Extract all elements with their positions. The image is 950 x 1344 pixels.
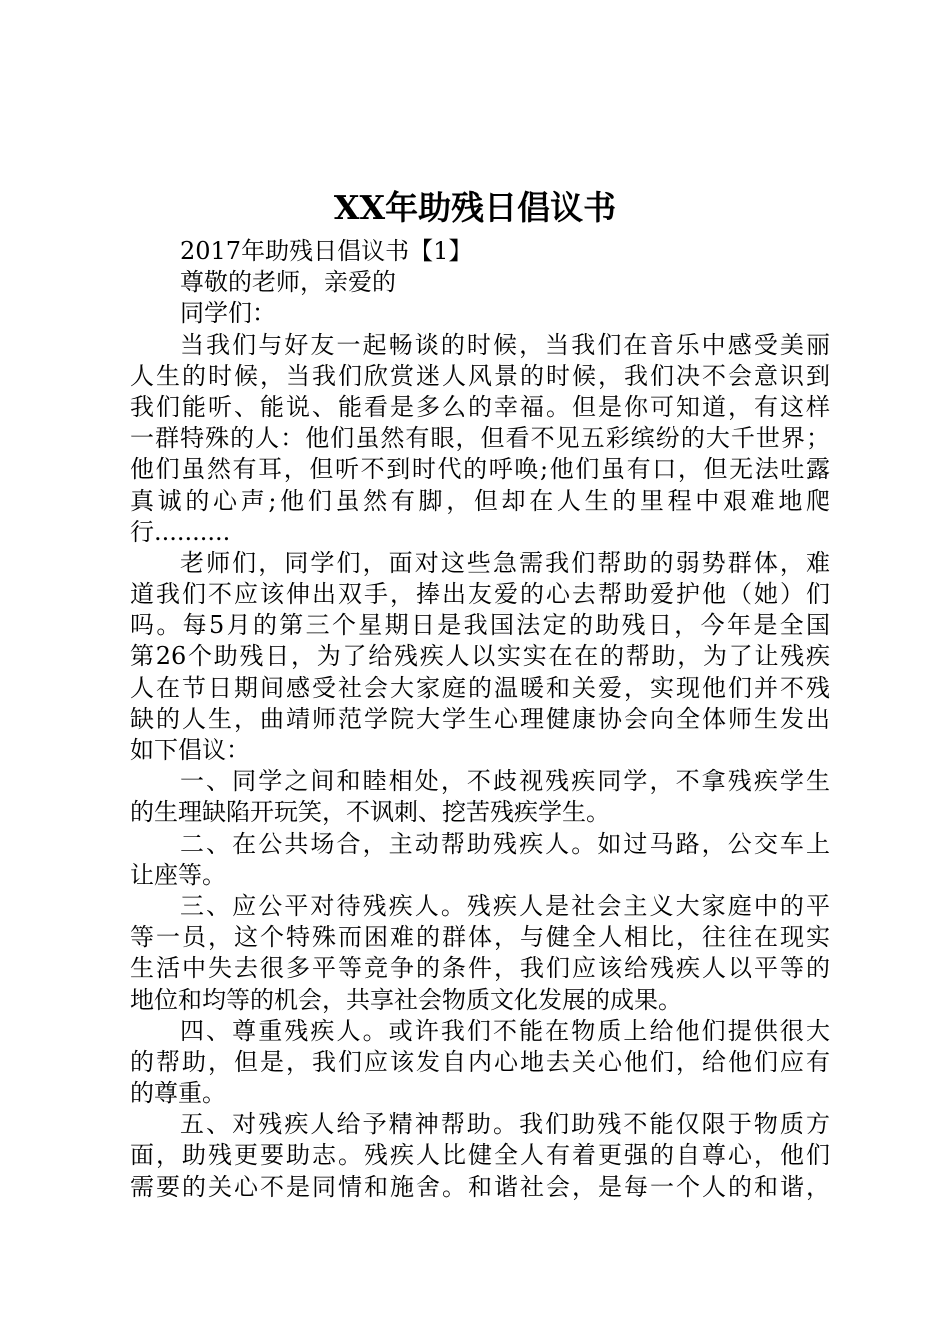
body-line: 第26个助残日，为了给残疾人以实实在在的帮助，为了让残疾 — [130, 642, 830, 671]
body-line: 四、尊重残疾人。或许我们不能在物质上给他们提供很大 — [180, 1016, 830, 1045]
body-line: 三、应公平对待残疾人。残疾人是社会主义大家庭中的平 — [180, 891, 830, 920]
body-line: 人生的时候，当我们欣赏迷人风景的时候，我们决不会意识到 — [130, 361, 830, 390]
body-line: 他们虽然有耳，但听不到时代的呼唤;他们虽有口，但无法吐露 — [130, 455, 830, 484]
body-line: 的生理缺陷开玩笑，不讽刺、挖苦残疾学生。 — [130, 798, 610, 827]
body-line: 让座等。 — [130, 860, 226, 889]
document-title: XX年助残日倡议书 — [333, 188, 617, 227]
body-line: 面，助残更要助志。残疾人比健全人有着更强的自尊心，他们 — [130, 1141, 830, 1170]
document-body — [130, 236, 830, 1203]
body-line: 尊敬的老师，亲爱的 — [180, 268, 396, 297]
body-line: 真诚的心声;他们虽然有脚，但却在人生的里程中艰难地爬 — [130, 486, 830, 515]
body-line: 需要的关心不是同情和施舍。和谐社会，是每一个人的和谐， — [130, 1172, 830, 1201]
body-line: 的帮助，但是，我们应该发自内心地去关心他们，给他们应有 — [130, 1047, 830, 1076]
body-line: 当我们与好友一起畅谈的时候，当我们在音乐中感受美丽 — [180, 330, 830, 359]
body-line: 行.......... — [130, 517, 231, 546]
body-line: 我们能听、能说、能看是多么的幸福。但是你可知道，有这样 — [130, 392, 830, 421]
body-line: 的尊重。 — [130, 1079, 226, 1108]
body-line: 道我们不应该伸出双手，捧出友爱的心去帮助爱护他（她）们 — [130, 580, 830, 609]
body-line: 老师们，同学们，面对这些急需我们帮助的弱势群体，难 — [180, 548, 830, 577]
body-line: 地位和均等的机会，共享社会物质文化发展的成果。 — [130, 985, 682, 1014]
body-line: 同学们： — [180, 299, 276, 328]
body-line: 如下倡议： — [130, 736, 250, 764]
body-line: 等一员，这个特殊而困难的群体，与健全人相比，往往在现实 — [130, 923, 830, 952]
body-line: 2017年助残日倡议书【1】 — [180, 237, 473, 265]
body-line: 二、在公共场合，主动帮助残疾人。如过马路，公交车上 — [180, 829, 830, 858]
body-line: 吗。每5月的第三个星期日是我国法定的助残日，今年是全国 — [130, 611, 830, 640]
body-line: 缺的人生，曲靖师范学院大学生心理健康协会向全体师生发出 — [130, 704, 830, 733]
body-line: 一、同学之间和睦相处，不歧视残疾同学，不拿残疾学生 — [180, 767, 830, 796]
body-line: 一群特殊的人：他们虽然有眼，但看不见五彩缤纷的大千世界； — [130, 424, 830, 453]
body-line: 生活中失去很多平等竞争的条件，我们应该给残疾人以平等的 — [130, 954, 830, 983]
body-line: 人在节日期间感受社会大家庭的温暖和关爱，实现他们并不残 — [130, 673, 830, 702]
body-line: 五、对残疾人给予精神帮助。我们助残不能仅限于物质方 — [180, 1110, 830, 1139]
